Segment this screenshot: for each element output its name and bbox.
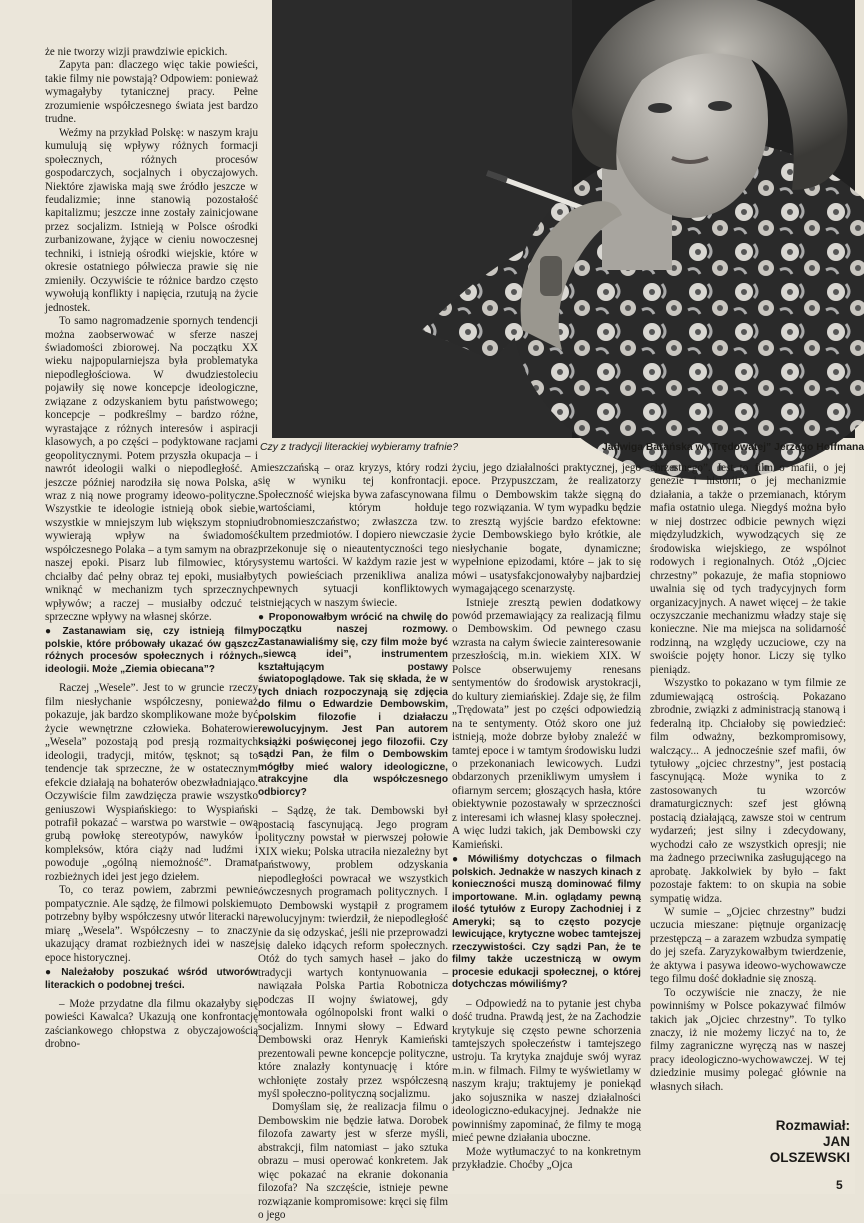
paragraph: Może wytłumaczyć to na konkretnym przykładzie. Choćby „Ojca [452,1145,641,1172]
paragraph: Zapyta pan: dlaczego więc takie powieści, takie filmy nie powstają? Odpowiem: ponieważ wymagałyby tytanicznej pracy. Pełne zrozumienie współczesnego świata jest bardzo trudne. [45,59,258,126]
interview-question [452,854,641,992]
bullet-icon: ● [258,611,265,623]
paragraph: Raczej „Wesele”. Jest to w gruncie rzeczy film niesłychanie współczesny, ponieważ pokazuje, jak bardzo skomplikowane może być życie wewnętrzne człowieka. Bohaterowie „Wesela” pozostają pod presją rozmaitych ideologii, tradycji, mitów, tęsknot; są to tendencje tak sprzeczne, że w ostatecznym efekcie działają na bohaterów obezwładniająco. Oczywiście film zawdzięcza prawie wszystko geniuszowi Wyspiańskiego: to Wyspiański potrafił pokazać – warstwa po warstwie – ową grubą powłokę stereotypów, nawyków i kompleksów, która ciąży nad ludźmi i powoduje „ogólną niemożność”. Dramat rozbieżnych idei jest jego dziełem. [45,682,258,883]
paragraph: W sumie – „Ojciec chrzestny” budzi uczucia mieszane: piętnuje organizację przestępczą – a zarazem wzbudza sympatię do jej szefa. Zaryzykowałbym twierdzenie, że aktywa i pasywa ideowo-wychowawcze tego filmu dość dokładnie się znoszą. [650,905,846,986]
signature-first-name: JAN [822,1134,850,1149]
portrait-illustration [272,0,855,438]
article-column-1 [45,46,258,1052]
paragraph: mieszczańską – oraz kryzys, który rodzi się w wyniku tej konfrontacji. Społeczność wiejska bywa zafascynowana wartościami, którym hołduje drobnomieszczaństwo; zwłaszcza tzw. kultem przedmiotów. I dopiero niewczasie przekonuje się o nieautentyczności tego systemu wartości. W każdym razie jest w tych powieściach przenikliwa analiza pewnych sytuacji konfliktowych istniejących w naszym świecie. [258,462,448,609]
page-number: 5 [836,1178,843,1192]
bullet-icon: ● [45,967,58,978]
paragraph: To, co teraz powiem, zabrzmi pewnie pompatycznie. Ale sądzę, że filmowi polskiemu potrzebny byłby współczesny utwór literacki na miarę „Wesela”. Współczesny – to znaczy ukazujący dramat rozbieżnych idei w naszej epoce historycznej. [45,884,258,964]
paragraph: Weźmy na przykład Polskę: w naszym kraju kumulują się wpływy różnych formacji społecznych, różnych procesów gospodarczych, socjalnych i obyczajowych. Niektóre zjawiska mają swe źródło jeszcze w feudalizmie; inne stanowią pozostałość kapitalizmu; jeszcze inne zostały zainicjowane przez socjalizm. Istnieją w Polsce ośrodki zurbanizowane, żyjące w cieniu nowoczesnej techniki, i istnieją ośrodki wiejskie, które w okresie ostatniego półwiecza prawie się nie zmieniły. Oczywiście te różnice bardzo często wywołują konflikty i napięcia, rzutują na życie jednostek. [45,126,258,314]
interview-question [45,626,258,676]
paragraph: Wszystko to pokazano w tym filmie ze zdumiewającą ostrością. Pokazano zbrodnie, związki z administracją stanową i federalną itp. Chciałoby się powiedzieć: film odważny, bezkompromisowy, walczący... A jednocześnie szef mafii, ów tytułowy „ojciec chrzestny”, jest postacią fascynującą. Może wynika to z zastosowanych tu wzorców dramaturgicznych: szef jest główną postacią działającą, zawsze stoi w centrum wydarzeń; jest silny i zdecydowany, wychodzi cało ze wszystkich opresji; nie ma żadnego przeciwnika zasługującego na aprobatę. Jakkolwiek by było – fakt pozostaje faktem: to on skupia na sobie sympatię widza. [650,677,846,905]
signature-last-name: OLSZEWSKI [769,1150,850,1165]
paragraph: że nie tworzy wizji prawdziwie epickich. [45,46,228,58]
paragraph: Istnieje zresztą pewien dodatkowy powód przemawiający za realizacją filmu o Dembowskim. Od pewnego czasu wzrasta na całym świecie zainteresowanie przeszłością, m.in. wiekiem XIX. W Polsce obserwujemy renesans sentymentów do środowisk arystokracji, do kultury ziemiańskiej. Zdaje się, że film „Trędowata” jest po części odpowiedzią na te sentymenty. Otóż skoro one już istnieją, może dobrze byłoby znaleźć w tamtej epoce i w tamtym środowisku ludzi o przekonaniach lewicowych. Ludzi obdarzonych przenikliwym umysłem i ofiarnym sercem; głoszących hasła, które obiektywnie pozostawały w sprzeczności z interesami ich własnej klasy społecznej. A więc ludzi takich, jak Dembowski czy Kamieński. [452,596,641,851]
paragraph: – Może przydatne dla filmu okazałyby się powieści Kawalca? Ukazują one konfrontację zaściankowego chłopstwa z obyczajowością drobno- [45,998,258,1051]
interview-question [258,612,448,800]
interview-question [45,967,258,992]
paragraph: Domyślam się, że realizacja filmu o Dembowskim nie będzie łatwa. Dorobek filozofa zawarty jest w sferze myśli, abstrakcji, film natomiast – jako sztuka obrazu – musi operować konkretem. Jak więc pokazać na ekranie dokonania filozofa? Na szczęście, istnieje pewne rozwiązanie kompromisowe: kręci się film o jego [258,1101,448,1222]
signature-label: Rozmawiał: [775,1118,850,1133]
question-text: Mówiliśmy dotychczas o filmach polskich. Jednakże w naszych kinach z konieczności muszą dominować filmy importowane. M.in. oglądamy pewną ilość tytułów z Europy Zachodniej i z Ameryki; są to często pozycje lewicujące, krytyczne wobec tamtejszej rzeczywistości. Czy sądzi Pan, że te filmy także uczestniczą w owym procesie edukacji społecznej, o której dotychczas mówiliśmy? [452,854,641,991]
bullet-icon: ● [45,626,59,638]
paragraph: – Odpowiedź na to pytanie jest chyba dość trudna. Prawdą jest, że na Zachodzie krytykuje się często pewne schorzenia tamtejszych społeczeństw i tamtejszego ustroju. Ta krytyka znajduje swój wyraz m.in. w filmach. Filmy te wyświetlamy w naszym kraju; traktujemy je poniekąd jako sojusznika w naszej działalności ideologiczno-edukacyjnej. Jednakże nie powinniśmy zapominać, że filmy te mogą mieć pewne działania uboczne. [452,997,641,1145]
paragraph: To samo nagromadzenie spornych tendencji można zaobserwować w sferze naszej świadomości zbiorowej. Na początku XX wieku najpopularniejsza była problematyka niepodległościowa. W dwudziestoleciu pojawiły się nowe koncepcje ideologiczne, związane z odzyskaniem bytu państwowego; koncepcje – podkreślmy – bardzo różne, wyrastające z różnych interesów i aspiracji klasowych, a po części – podyktowane racjami geopolitycznymi. Potem przyszła okupacja – i nawrót ideologii walki o niepodległość. A jeszcze później narodziła się nowa Polska, a wraz z nią nowe programy ideowo-polityczne. Wszystkie te ideologie istnieją obok siebie, wszystkie w mniejszym lub większym stopniu wywierają wpływ na świadomość współczesnego Polaka – a tym samym na obraz naszej epoki. Pisarz lub filmowiec, który chciałby dać pełny obraz tej epoki, musiałby wniknąć w mechanizm tych sprzecznych wpływów; a raczej – musiałby odczuć te sprzeczne wpływy na własnej skórze. [45,315,258,624]
article-column-2 [258,462,448,1223]
question-text: Należałoby poszukać wśród utworów literackich o podobnej treści. [45,967,258,991]
photo-caption-question: Czy z tradycji literackiej wybieramy trafnie? [260,442,459,453]
film-still-photo [272,0,855,438]
question-text: Proponowałbym wrócić na chwilę do początku naszej rozmowy. Zastanawialiśmy się, czy film może być „siewcą idei”, instrumentem kształtującym postawy światopoglądowe. Tak się składa, że w tych dniach rozpoczynają się zdjęcia do filmu o Edwardzie Dembowskim, polskim filozofie i działaczu rewolucyjnym. Jest Pan autorem książki poświęconej jego filozofii. Czy sądzi Pan, że film o Dembowskim mógłby mieć walory ideologiczne, atrakcyjne dla współczesnego odbiorcy? [258,611,448,798]
article-column-3 [452,462,641,1173]
question-text: Zastanawiam się, czy istnieją filmy polskie, które próbowały ukazać ów gąszcz różnych procesów społecznych i różnych ideologii. Może „Ziemia obiecana”? [45,626,258,675]
paragraph: To oczywiście nie znaczy, że nie powinniśmy w Polsce pokazywać filmów takich jak „Ojciec chrzestny”. To tylko znaczy, iż nie możemy liczyć na to, że filmy zagraniczne wyręczą nas w naszej pracy ideologiczno-wychowawczej. W tej dziedzinie musimy polegać głównie na własnych siłach. [650,986,846,1093]
bullet-icon: ● [452,854,464,866]
interviewer-signature [740,1118,850,1166]
article-column-4 [650,462,846,1094]
paragraph: – Sądzę, że tak. Dembowski był postacią fascynującą. Jego program polityczny powstał w pierwszej połowie XIX wieku; Polska utraciła niezależny byt państwowy, problem odzyskania niepodległości powracał we wszystkich ówczesnych programach politycznych. I oto Dembowski wystąpił z programem rewolucyjnym: twierdził, że niepodległość nie da się odzyskać, jeśli nie przeprowadzi się daleko idących reform społecznych. Otóż do tych samych haseł – jako do tradycji wartych kontynuowania – nawiązała Polska Partia Robotnicza podczas II wojny światowej, gdy montowała ogólnopolski front walki o socjalizm. Innymi słowy – Edward Dembowski oraz Henryk Kamieński prezentowali pewne koncepcje polityczne, które znalazły kontynuację i które wchłonięte zostały przez współczesną myśl społeczno-polityczną socjalizmu. [258,805,448,1100]
paragraph: chrzestnego”. Jest to film o mafii, o jej genezie i historii; o jej mechanizmie działania, a także o przemianach, którym mafia ostatnio ulega. Niegdyś można było w niej dostrzec odbicie pewnych więzi międzyludzkich, wywodzących się ze środowiska wiejskiego, ze wspólnot rodowych i regionalnych. Otóż „Ojciec chrzestny” pokazuje, że mafia stopniowo uwalnia się od tych tradycyjnych form organizacyjnych. A nawet więcej – że takie oczyszczanie mechanizmu władzy staje się konieczne. Nie ma miejsca na solidarność rodzinną, na względy uczuciowe, czy na swoiście pojęty honor. Liczy się tylko pieniądz. [650,462,846,676]
photo-caption-credit: Jadwiga Barańska w „Trędowatej” Jerzego Hoffmana [602,442,864,453]
paragraph: życiu, jego działalności praktycznej, jego epoce. Przypuszczam, że realizatorzy filmu o Dembowskim także sięgną do tego rozwiązania. W tym wypadku będzie to zresztą wyjście bardzo efektowne: życie Dembowskiego było krótkie, ale niesłychanie bogate, dynamiczne; wypełnione epizodami, które – jak to się mówi – usatysfakcjonowałyby najbardziej wymagającego scenarzystę. [452,462,641,596]
